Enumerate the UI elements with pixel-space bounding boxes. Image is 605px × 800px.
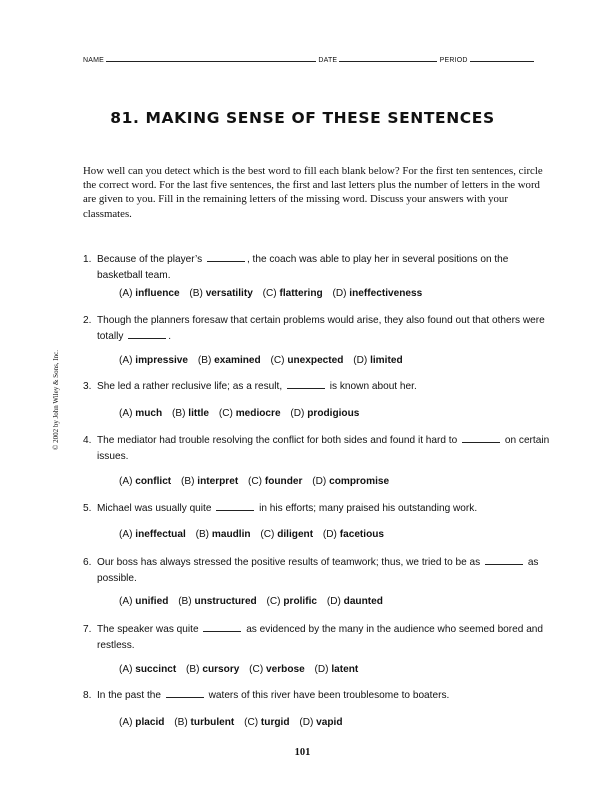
choice-c[interactable]: (C) flattering [262, 288, 323, 299]
question-text-before: Because of the player’s [97, 254, 203, 265]
question-text-before: Michael was usually quite [97, 503, 212, 514]
choices-7 [119, 664, 365, 675]
question-text-before: She led a rather reclusive life; as a result, [97, 381, 283, 392]
choices-5 [119, 529, 391, 540]
answer-blank [166, 688, 204, 698]
date-blank [339, 55, 437, 62]
choices-2 [119, 355, 410, 366]
question-5 [83, 501, 553, 517]
choices-8 [119, 717, 350, 728]
choice-c[interactable]: (C) prolific [266, 596, 318, 607]
choice-d[interactable]: (D) vapid [299, 717, 343, 728]
question-text-after: is known about her. [329, 381, 417, 392]
date-label: DATE [318, 57, 338, 64]
choice-b[interactable]: (B) unstructured [178, 596, 257, 607]
choice-a[interactable]: (A) impressive [119, 355, 189, 366]
question-text-after: as possible. [97, 557, 539, 584]
choice-a[interactable]: (A) placid [119, 717, 165, 728]
page-number: 101 [294, 747, 311, 758]
answer-blank [287, 379, 325, 389]
answer-blank [128, 329, 166, 339]
choices-6 [119, 596, 390, 607]
answer-blank [485, 555, 523, 565]
question-number: 3. [83, 381, 92, 392]
question-1 [83, 252, 553, 283]
choice-b[interactable]: (B) examined [197, 355, 261, 366]
period-label: PERIOD [439, 57, 468, 64]
question-number: 4. [83, 435, 92, 446]
question-number: 2. [83, 315, 92, 326]
question-text-after: waters of this river have been troublesome to boaters. [208, 690, 450, 701]
question-2 [83, 313, 553, 344]
choice-b[interactable]: (B) versatility [189, 288, 253, 299]
question-text-before: Our boss has always stressed the positive results of teamwork; thus, we tried to be as [97, 557, 481, 568]
choice-a[interactable]: (A) succinct [119, 664, 177, 675]
choice-d[interactable]: (D) compromise [312, 476, 390, 487]
choice-c[interactable]: (C) founder [248, 476, 303, 487]
choice-d[interactable]: (D) facetious [322, 529, 385, 540]
question-3 [83, 379, 553, 395]
choice-c[interactable]: (C) unexpected [270, 355, 344, 366]
choice-b[interactable]: (B) little [172, 408, 210, 419]
choice-b[interactable]: (B) turbulent [174, 717, 235, 728]
question-text-after: as evidenced by the many in the audience who seemed bored and restless. [97, 624, 544, 651]
choice-d[interactable]: (D) ineffectiveness [332, 288, 423, 299]
question-text-before: In the past the [97, 690, 161, 701]
choices-4 [119, 476, 396, 487]
question-number: 5. [83, 503, 92, 514]
choice-a[interactable]: (A) much [119, 408, 163, 419]
question-text-after: in his efforts; many praised his outstanding work. [259, 503, 478, 514]
choice-a[interactable]: (A) conflict [119, 476, 172, 487]
student-info-header [83, 55, 551, 64]
question-text-before: The speaker was quite [97, 624, 199, 635]
period-blank [470, 55, 534, 62]
question-number: 7. [83, 624, 92, 635]
choice-c[interactable]: (C) verbose [249, 664, 305, 675]
choices-1 [119, 288, 429, 299]
choice-a[interactable]: (A) ineffectual [119, 529, 186, 540]
choice-c[interactable]: (C) diligent [260, 529, 314, 540]
answer-blank [216, 501, 254, 511]
choice-b[interactable]: (B) interpret [180, 476, 239, 487]
choice-d[interactable]: (D) limited [353, 355, 403, 366]
copyright-text: © 2002 by John Wiley & Sons, Inc. [52, 350, 60, 450]
answer-blank [203, 622, 241, 632]
question-text-after: . [168, 330, 171, 342]
choice-a[interactable]: (A) unified [119, 596, 169, 607]
choice-b[interactable]: (B) cursory [186, 664, 240, 675]
question-8 [83, 688, 553, 704]
choices-3 [119, 408, 366, 419]
choice-d[interactable]: (D) daunted [326, 596, 383, 607]
instructions-paragraph: How well can you detect which is the best word to fill each blank below? For the first ten sentences, circle the correct word. For the last five sentences, the first and last letters plus the number of letters in the word are given to you. Fill in the remaining letters of the missing word. Discuss your answers with your classmates. [83, 165, 543, 220]
question-6 [83, 555, 553, 586]
question-text-before: The mediator had trouble resolving the conflict for both sides and found it hard to [97, 435, 458, 446]
choice-c[interactable]: (C) mediocre [218, 408, 281, 419]
name-blank [106, 55, 316, 62]
question-number: 8. [83, 690, 92, 701]
answer-blank [462, 433, 500, 443]
choice-d[interactable]: (D) latent [314, 664, 359, 675]
choice-a[interactable]: (A) influence [119, 288, 180, 299]
answer-blank [207, 252, 245, 262]
page-title: 81. MAKING SENSE OF THESE SENTENCES [110, 109, 495, 127]
choice-c[interactable]: (C) turgid [244, 717, 290, 728]
question-text-after: on certain issues. [97, 435, 550, 462]
choice-b[interactable]: (B) maudlin [195, 529, 251, 540]
question-4 [83, 433, 553, 464]
choice-d[interactable]: (D) prodigious [290, 408, 360, 419]
question-number: 6. [83, 557, 92, 568]
question-text-after: , the coach was able to play her in several positions on the basketball team. [97, 254, 509, 281]
name-label: NAME [83, 57, 105, 64]
question-7 [83, 622, 553, 653]
question-number: 1. [83, 254, 92, 265]
question-text-before: Though the planners foresaw that certain problems would arise, they also found out that others were totally [97, 315, 545, 342]
